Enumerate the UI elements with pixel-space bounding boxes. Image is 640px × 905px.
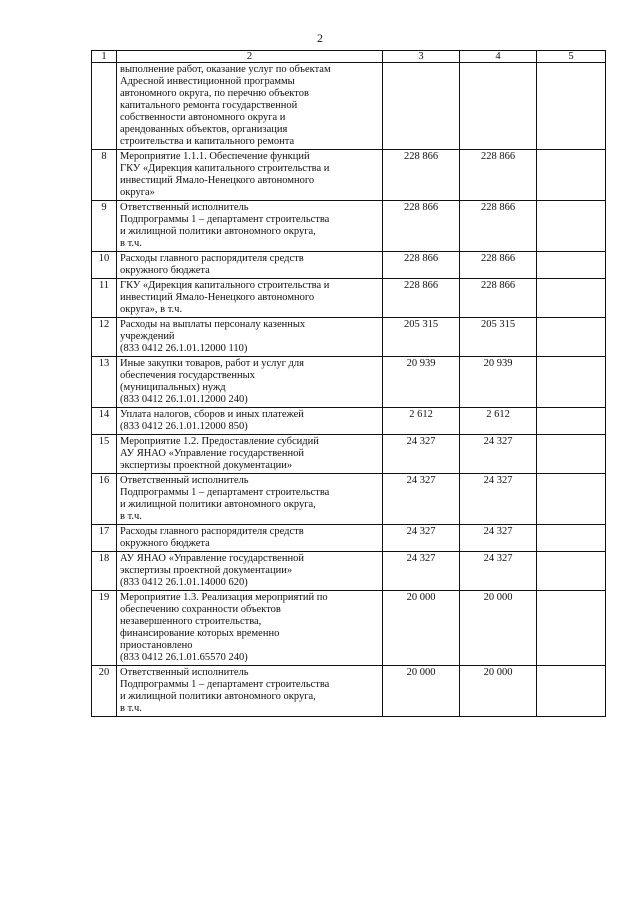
column-4-value-cell: 24 327	[460, 435, 537, 474]
row-number-cell: 14	[92, 408, 117, 435]
column-3-value-cell: 24 327	[383, 525, 460, 552]
description-cell: Мероприятие 1.3. Реализация мероприятий по обеспечению сохранности объектов незавершенного строительства, финансирование которых временно приостановлено (833 0412 26.1.01.65570 240)	[117, 591, 383, 666]
column-5-value-cell	[537, 252, 606, 279]
page-number: 2	[317, 31, 323, 45]
table-row	[92, 201, 606, 252]
table-row	[92, 150, 606, 201]
column-4-value-cell: 228 866	[460, 150, 537, 201]
column-3-value-cell	[383, 63, 460, 150]
column-3-value-cell: 228 866	[383, 252, 460, 279]
column-3-value-cell: 205 315	[383, 318, 460, 357]
row-number-cell: 16	[92, 474, 117, 525]
column-4-value-cell: 228 866	[460, 201, 537, 252]
description-cell: АУ ЯНАО «Управление государственной экспертизы проектной документации» (833 0412 26.1.01.14000 620)	[117, 552, 383, 591]
column-4-value-cell	[460, 63, 537, 150]
column-4-value-cell: 228 866	[460, 252, 537, 279]
table-row	[92, 552, 606, 591]
column-4-value-cell: 228 866	[460, 279, 537, 318]
column-5-value-cell	[537, 474, 606, 525]
budget-table	[91, 50, 606, 717]
table-row	[92, 357, 606, 408]
column-3-value-cell: 20 939	[383, 357, 460, 408]
column-5-value-cell	[537, 279, 606, 318]
table-row	[92, 435, 606, 474]
table-row	[92, 591, 606, 666]
column-4-value-cell: 24 327	[460, 474, 537, 525]
description-cell: Мероприятие 1.2. Предоставление субсидий АУ ЯНАО «Управление государственной экспертизы проектной документации»	[117, 435, 383, 474]
column-4-value-cell: 24 327	[460, 552, 537, 591]
column-4-value-cell: 2 612	[460, 408, 537, 435]
column-5-value-cell	[537, 591, 606, 666]
row-number-cell: 18	[92, 552, 117, 591]
column-5-value-cell	[537, 150, 606, 201]
column-5-value-cell	[537, 552, 606, 591]
description-cell: Иные закупки товаров, работ и услуг для обеспечения государственных (муниципальных) нужд (833 0412 26.1.01.12000 240)	[117, 357, 383, 408]
column-3-value-cell: 228 866	[383, 150, 460, 201]
row-number-cell	[92, 63, 117, 150]
row-number-cell: 11	[92, 279, 117, 318]
column-4-value-cell: 24 327	[460, 525, 537, 552]
table-row	[92, 318, 606, 357]
row-number-cell: 15	[92, 435, 117, 474]
row-number-cell: 19	[92, 591, 117, 666]
header-cell: 4	[460, 51, 537, 63]
description-cell: Мероприятие 1.1.1. Обеспечение функций ГКУ «Дирекция капитального строительства и инвестиций Ямало-Ненецкого автономного округа»	[117, 150, 383, 201]
description-cell: ГКУ «Дирекция капитального строительства и инвестиций Ямало-Ненецкого автономного округа», в т.ч.	[117, 279, 383, 318]
description-cell: Расходы на выплаты персоналу казенных учреждений (833 0412 26.1.01.12000 110)	[117, 318, 383, 357]
table-row	[92, 666, 606, 717]
column-4-value-cell: 20 000	[460, 666, 537, 717]
row-number-cell: 12	[92, 318, 117, 357]
column-3-value-cell: 228 866	[383, 279, 460, 318]
description-cell: Расходы главного распорядителя средств окружного бюджета	[117, 252, 383, 279]
column-5-value-cell	[537, 357, 606, 408]
column-5-value-cell	[537, 435, 606, 474]
table-row	[92, 474, 606, 525]
row-number-cell: 20	[92, 666, 117, 717]
column-4-value-cell: 20 000	[460, 591, 537, 666]
column-3-value-cell: 20 000	[383, 591, 460, 666]
column-5-value-cell	[537, 63, 606, 150]
row-number-cell: 13	[92, 357, 117, 408]
table-row	[92, 63, 606, 150]
column-3-value-cell: 20 000	[383, 666, 460, 717]
header-row	[92, 51, 606, 63]
row-number-cell: 9	[92, 201, 117, 252]
row-number-cell: 8	[92, 150, 117, 201]
column-3-value-cell: 24 327	[383, 552, 460, 591]
table-row	[92, 252, 606, 279]
column-5-value-cell	[537, 318, 606, 357]
column-5-value-cell	[537, 201, 606, 252]
table-row	[92, 279, 606, 318]
column-3-value-cell: 24 327	[383, 435, 460, 474]
column-4-value-cell: 205 315	[460, 318, 537, 357]
header-cell: 2	[117, 51, 383, 63]
column-3-value-cell: 228 866	[383, 201, 460, 252]
column-3-value-cell: 24 327	[383, 474, 460, 525]
row-number-cell: 17	[92, 525, 117, 552]
description-cell: выполнение работ, оказание услуг по объектам Адресной инвестиционной программы автономного округа, по перечню объектов капитального ремонта государственной собственности автономного округа и арендованных объектов, организация строительства и капитального ремонта	[117, 63, 383, 150]
description-cell: Ответственный исполнитель Подпрограммы 1 – департамент строительства и жилищной политики автономного округа, в т.ч.	[117, 201, 383, 252]
column-5-value-cell	[537, 666, 606, 717]
description-cell: Уплата налогов, сборов и иных платежей (833 0412 26.1.01.12000 850)	[117, 408, 383, 435]
column-5-value-cell	[537, 525, 606, 552]
table-row	[92, 408, 606, 435]
description-cell: Расходы главного распорядителя средств окружного бюджета	[117, 525, 383, 552]
header-cell: 5	[537, 51, 606, 63]
column-4-value-cell: 20 939	[460, 357, 537, 408]
table-row	[92, 525, 606, 552]
description-cell: Ответственный исполнитель Подпрограммы 1 – департамент строительства и жилищной политики автономного округа, в т.ч.	[117, 474, 383, 525]
header-cell: 3	[383, 51, 460, 63]
description-cell: Ответственный исполнитель Подпрограммы 1 – департамент строительства и жилищной политики автономного округа, в т.ч.	[117, 666, 383, 717]
column-3-value-cell: 2 612	[383, 408, 460, 435]
column-5-value-cell	[537, 408, 606, 435]
row-number-cell: 10	[92, 252, 117, 279]
header-cell: 1	[92, 51, 117, 63]
